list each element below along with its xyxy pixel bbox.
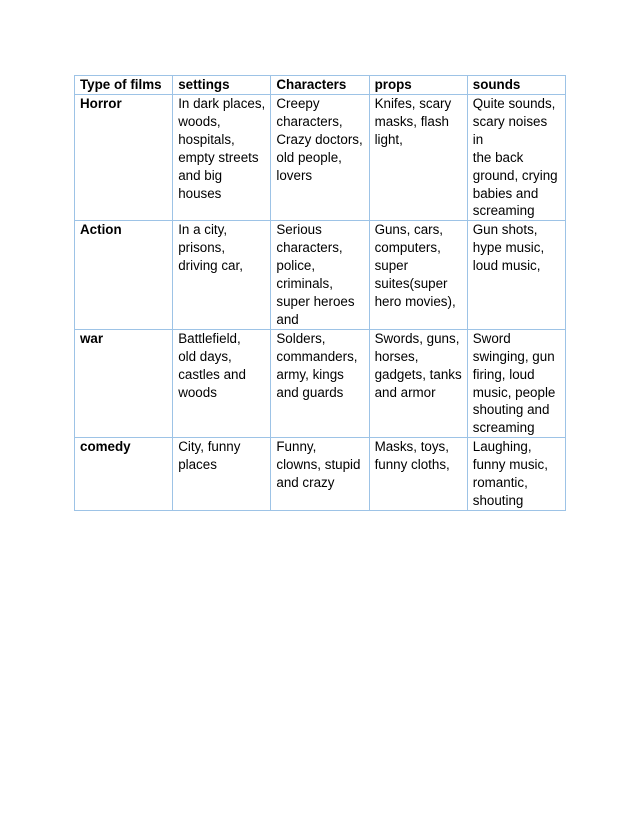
settings-text: City, funny places xyxy=(178,439,241,473)
sounds-text: Laughing, funny music, romantic, shouting xyxy=(472,439,548,508)
settings-text: In a city, prisons, driving car, xyxy=(178,222,243,274)
film-genres-table xyxy=(74,75,566,511)
settings-cell xyxy=(173,329,271,437)
characters-text: Funny, clowns, stupid and crazy xyxy=(276,439,361,491)
sounds-cell xyxy=(467,438,565,511)
sounds-cell xyxy=(467,95,565,221)
props-cell xyxy=(369,438,467,511)
characters-cell xyxy=(271,221,369,329)
characters-cell xyxy=(271,329,369,437)
film-type-label: war xyxy=(80,330,104,346)
props-cell xyxy=(369,221,467,329)
film-type-cell xyxy=(75,329,173,437)
sounds-cell xyxy=(467,329,565,437)
props-text: Swords, guns, horses, gadgets, tanks and armor xyxy=(374,330,462,400)
settings-cell xyxy=(173,221,271,329)
film-type-label: comedy xyxy=(80,439,131,455)
film-type-cell xyxy=(75,438,173,511)
settings-text: Battlefield, old days, castles and woods xyxy=(178,330,246,400)
table-header-row xyxy=(75,76,566,95)
sounds-cell xyxy=(467,221,565,329)
characters-cell xyxy=(271,95,369,221)
settings-text: In dark places, woods, hospitals, empty streets and big houses xyxy=(178,96,266,201)
table-row xyxy=(75,95,566,221)
characters-text: Creepy characters, Crazy doctors, old people, lovers xyxy=(276,96,363,183)
sounds-text: Quite sounds, scary noises in the back ground, crying babies and screaming xyxy=(472,96,558,219)
sounds-text: Sword swinging, gun firing, loud music, people shouting and screaming xyxy=(472,330,556,436)
table-row xyxy=(75,329,566,437)
film-type-label: Horror xyxy=(80,96,122,111)
props-cell xyxy=(369,329,467,437)
column-header-characters: Characters xyxy=(271,76,369,95)
film-type-cell xyxy=(75,221,173,329)
column-header-sounds: sounds xyxy=(467,76,565,95)
characters-text: Solders, commanders, army, kings and guards xyxy=(276,330,358,400)
column-header-type: Type of films xyxy=(75,76,173,95)
props-text: Guns, cars, computers, super suites(super hero movies), xyxy=(374,222,456,309)
table-row xyxy=(75,438,566,511)
column-header-props: props xyxy=(369,76,467,95)
settings-cell xyxy=(173,95,271,221)
sounds-text: Gun shots, hype music, loud music, xyxy=(472,222,545,274)
settings-cell xyxy=(173,438,271,511)
props-text: Knifes, scary masks, flash light, xyxy=(374,96,452,147)
film-type-cell xyxy=(75,95,173,221)
props-text: Masks, toys, funny cloths, xyxy=(374,439,450,473)
characters-text: Serious characters, police, criminals, super heroes and xyxy=(276,222,355,327)
film-type-label: Action xyxy=(80,222,122,238)
props-cell xyxy=(369,95,467,221)
table-row xyxy=(75,221,566,329)
column-header-settings: settings xyxy=(173,76,271,95)
characters-cell xyxy=(271,438,369,511)
